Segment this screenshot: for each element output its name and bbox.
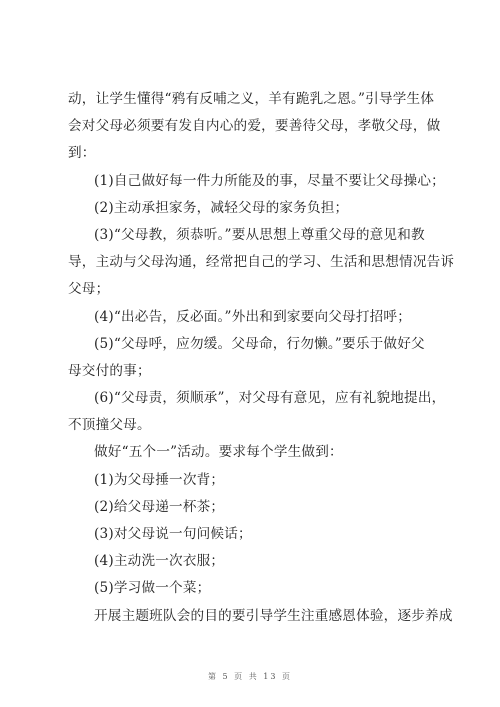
document-body — [68, 86, 455, 630]
text-line: 动，让学生懂得“鸦有反哺之义，羊有跪乳之恩。”引导学生体 — [68, 91, 435, 107]
text-line: (4)主动洗一次衣服； — [94, 553, 225, 570]
text-line: (3)“父母教，须恭听。”要从思想上尊重父母的意见和教 — [94, 226, 425, 243]
text-line: 父母； — [68, 281, 110, 298]
text-line: (4)“出必告，反必面。”外出和到家要向父母打招呼； — [94, 308, 412, 325]
text-line: 会对父母必须要有发自内心的爱，要善待父母，孝敬父母，做 — [68, 118, 441, 135]
text-line: (5)“父母呼，应勿缓。父母命，行勿懒。”要乐于做好父 — [94, 335, 425, 352]
text-line: (2)给父母递一杯茶； — [94, 498, 225, 515]
text-line: 不顶撞父母。 — [68, 417, 151, 434]
text-line: (1)自己做好每一件力所能及的事，尽量不要让父母操心； — [94, 172, 445, 189]
text-line: (5)学习做一个菜； — [94, 580, 211, 597]
text-line: 到： — [68, 145, 96, 162]
page-footer: 第 5 页 共 13 页 — [208, 672, 292, 681]
text-line: 母交付的事； — [68, 362, 151, 379]
text-line: (6)“父母责，须顺承”，对父母有意见，应有礼貌地提出， — [94, 390, 446, 407]
text-line: (3)对父母说一句问候话； — [94, 526, 252, 542]
text-line: 导，主动与父母沟通，经常把自己的学习、生活和思想情况告诉 — [68, 254, 455, 271]
text-line: (2)主动承担家务，减轻父母的家务负担； — [94, 199, 349, 216]
text-line: (1)为父母捶一次背； — [94, 471, 225, 488]
text-line: 开展主题班队会的目的要引导学生注重感恩体验，逐步养成 — [94, 607, 453, 624]
text-line: 做好“五个一”活动。要求每个学生做到： — [94, 444, 343, 461]
